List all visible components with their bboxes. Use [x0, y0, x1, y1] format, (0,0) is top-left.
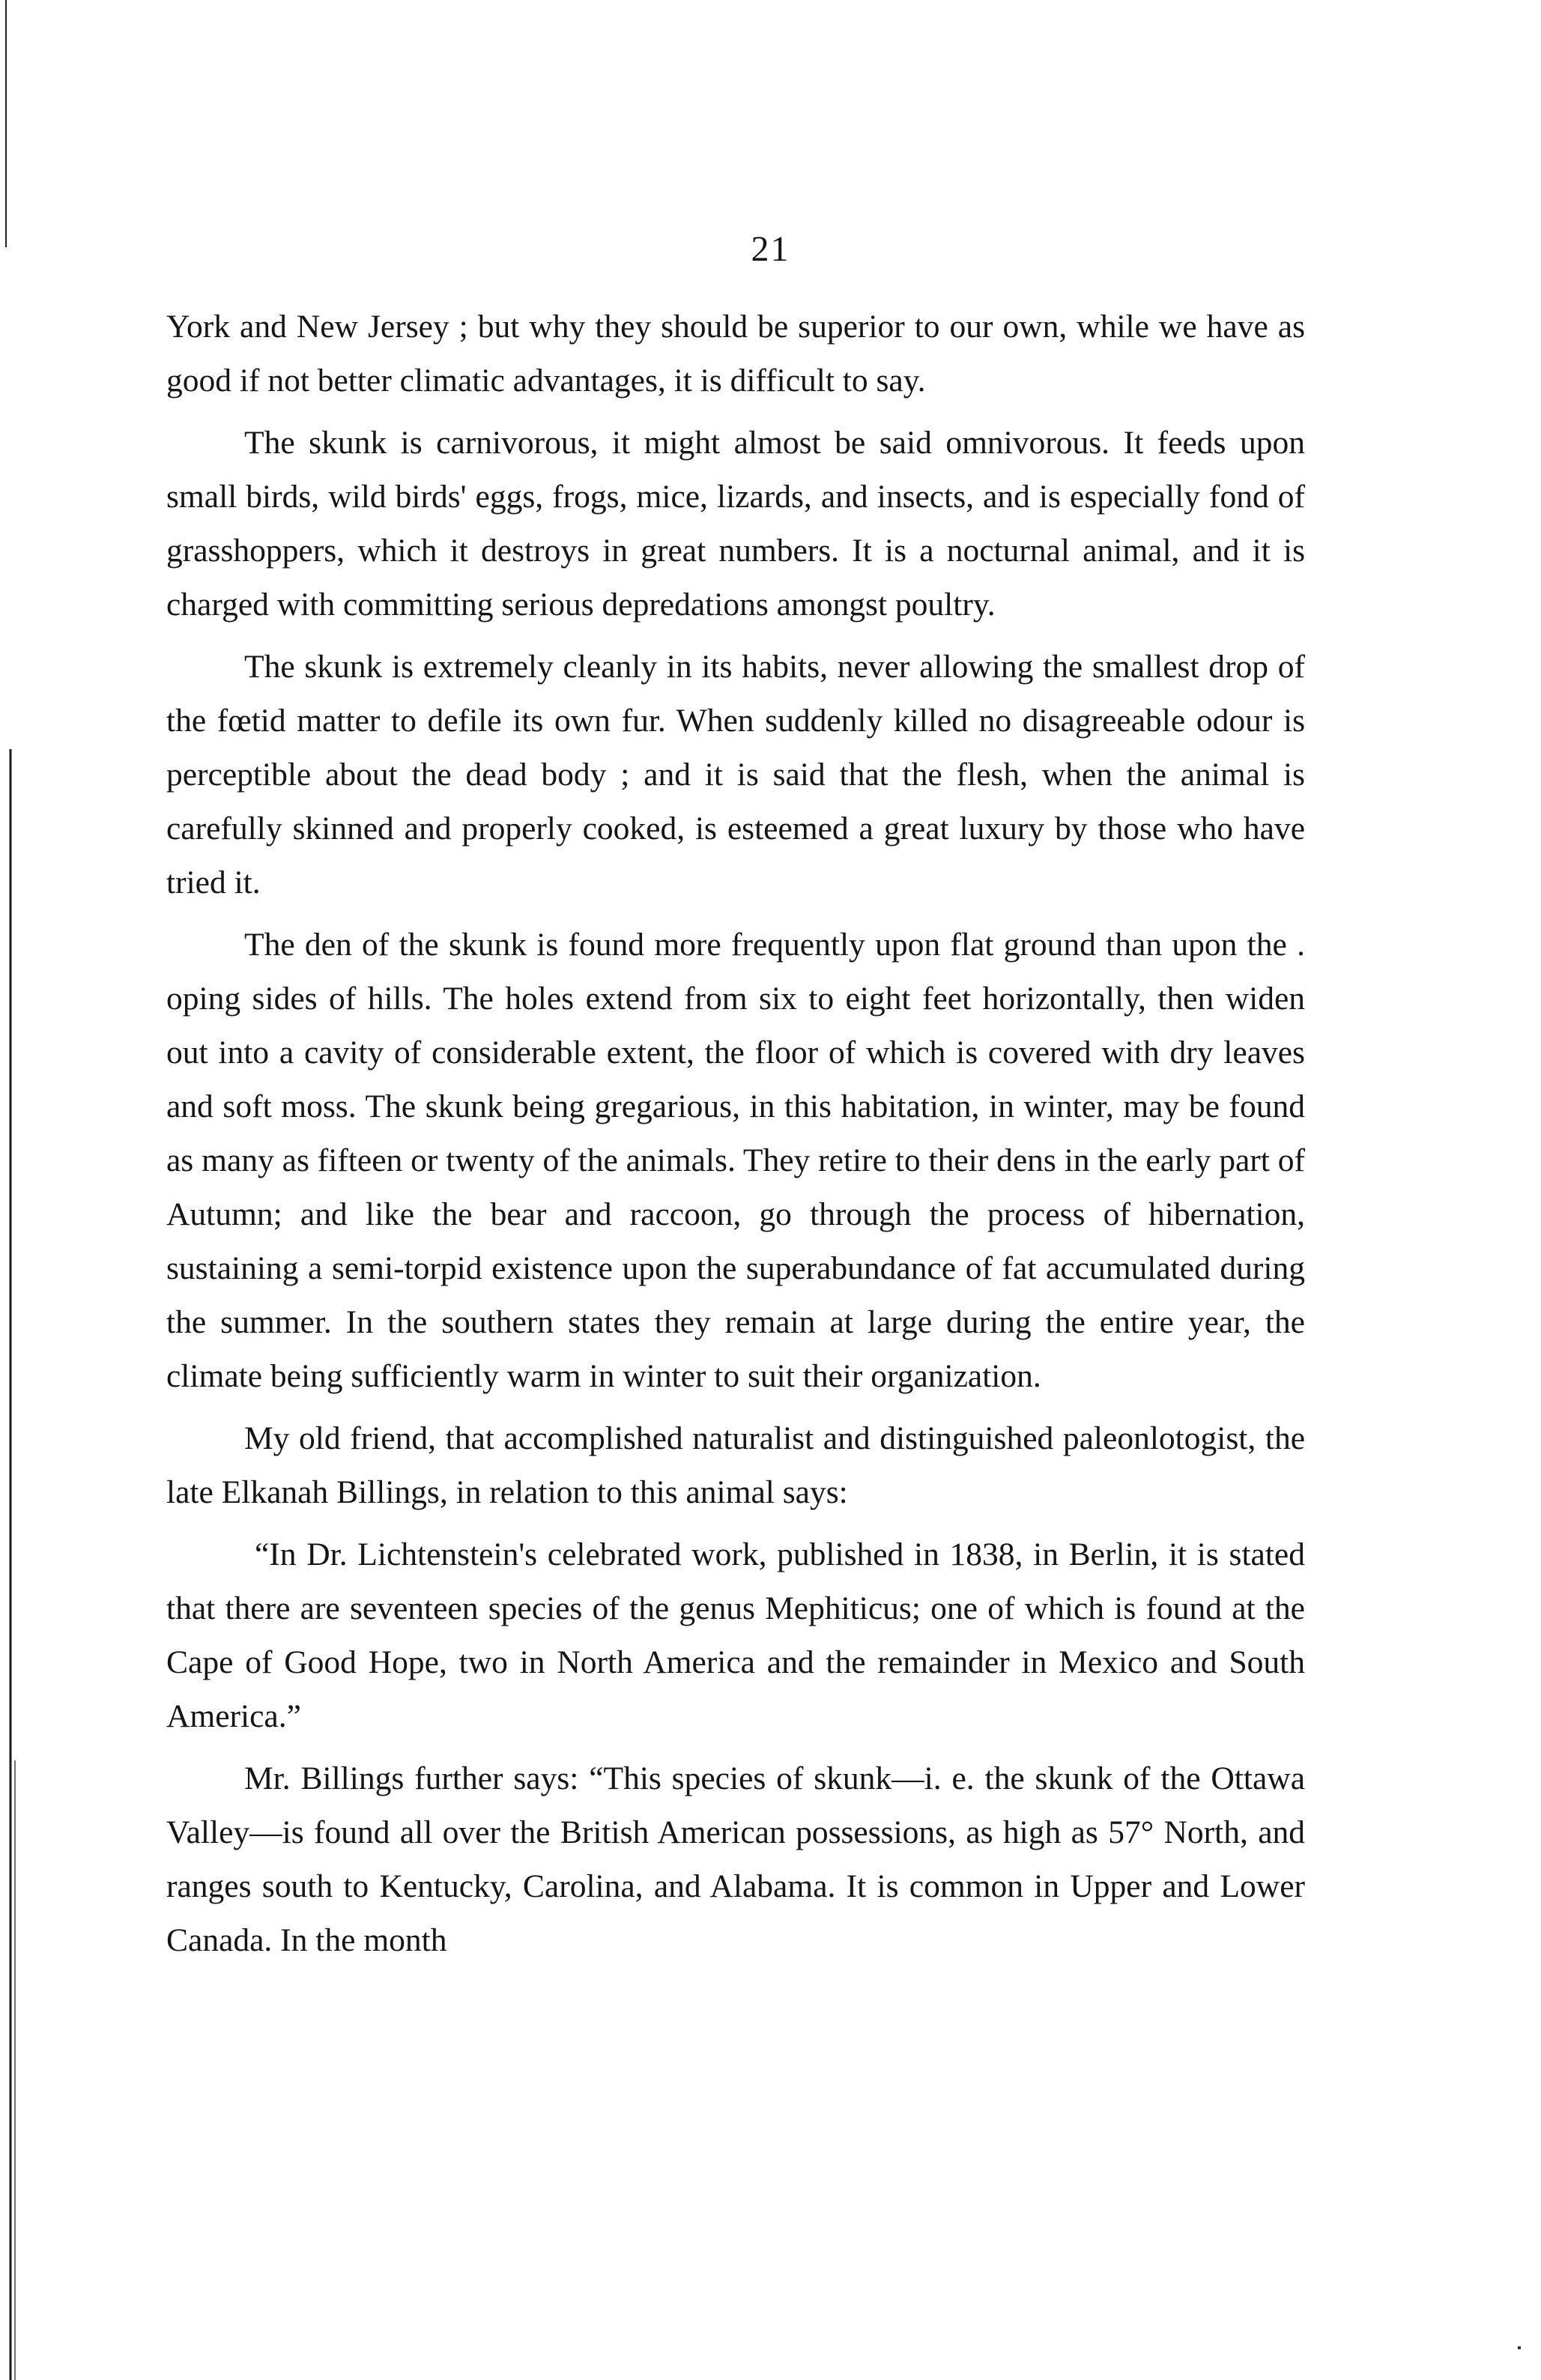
- paragraph-billings-intro: My old friend, that accomplished naturalist and distinguished paleonlotogist, the late Elkanah Billings, in relation to this animal says:: [166, 1420, 1305, 1510]
- paragraph-habits: The skunk is extremely cleanly in its habits, never allowing the smallest drop of the fœtid matter to defile its own fur. When suddenly killed no disagreeable odour is perceptible about the dead body ; and it is said that the flesh, when the animal is carefully skinned and properly cooked, is esteemed a great luxury by those who have tried it.: [166, 649, 1305, 900]
- scan-margin-mark: [0, 0, 24, 2380]
- paragraph-diet: The skunk is carnivorous, it might almost be said omnivorous. It feeds upon small birds, wild birds' eggs, frogs, mice, lizards, and insects, and is especially fond of grasshoppers, which it destroys in great numbers. It is a nocturnal animal, and it is charged with committing serious depredations amongst poultry.: [166, 425, 1305, 623]
- body-text: [166, 300, 1305, 1967]
- paragraph-continuation: York and New Jersey ; but why they should be superior to our own, while we have as good if not better climatic advantages, it is difficult to say.: [166, 309, 1305, 399]
- paragraph-quote-lichtenstein: “In Dr. Lichtenstein's celebrated work, published in 1838, in Berlin, it is stated that there are seventeen species of the genus Mephiticus; one of which is found at the Cape of Good Hope, two in North America and the remainder in Mexico and South America.”: [166, 1536, 1305, 1734]
- paragraph-den: The den of the skunk is found more frequently upon flat ground than upon the . oping sides of hills. The holes extend from six to eight feet horizontally, then widen out into a cavity of considerable extent, the floor of which is covered with dry leaves and soft moss. The skunk being gregarious, in this habitation, in winter, may be found as many as fifteen or twenty of the animals. They retire to their dens in the early part of Autumn; and like the bear and raccoon, go through the process of hibernation, sustaining a semi-torpid existence upon the superabundance of fat accumulated during the summer. In the southern states they remain at large during the entire year, the climate being sufficiently warm in winter to suit their organization.: [166, 927, 1305, 1394]
- paragraph-billings-range: Mr. Billings further says: “This species of skunk—i. e. the skunk of the Ottawa Valley—is found all over the British American possessions, as high as 57° North, and ranges south to Kentucky, Carolina, and Alabama. It is common in Upper and Lower Canada. In the month: [166, 1760, 1305, 1958]
- scan-speck: [1518, 2346, 1521, 2349]
- page-number: 21: [751, 229, 790, 269]
